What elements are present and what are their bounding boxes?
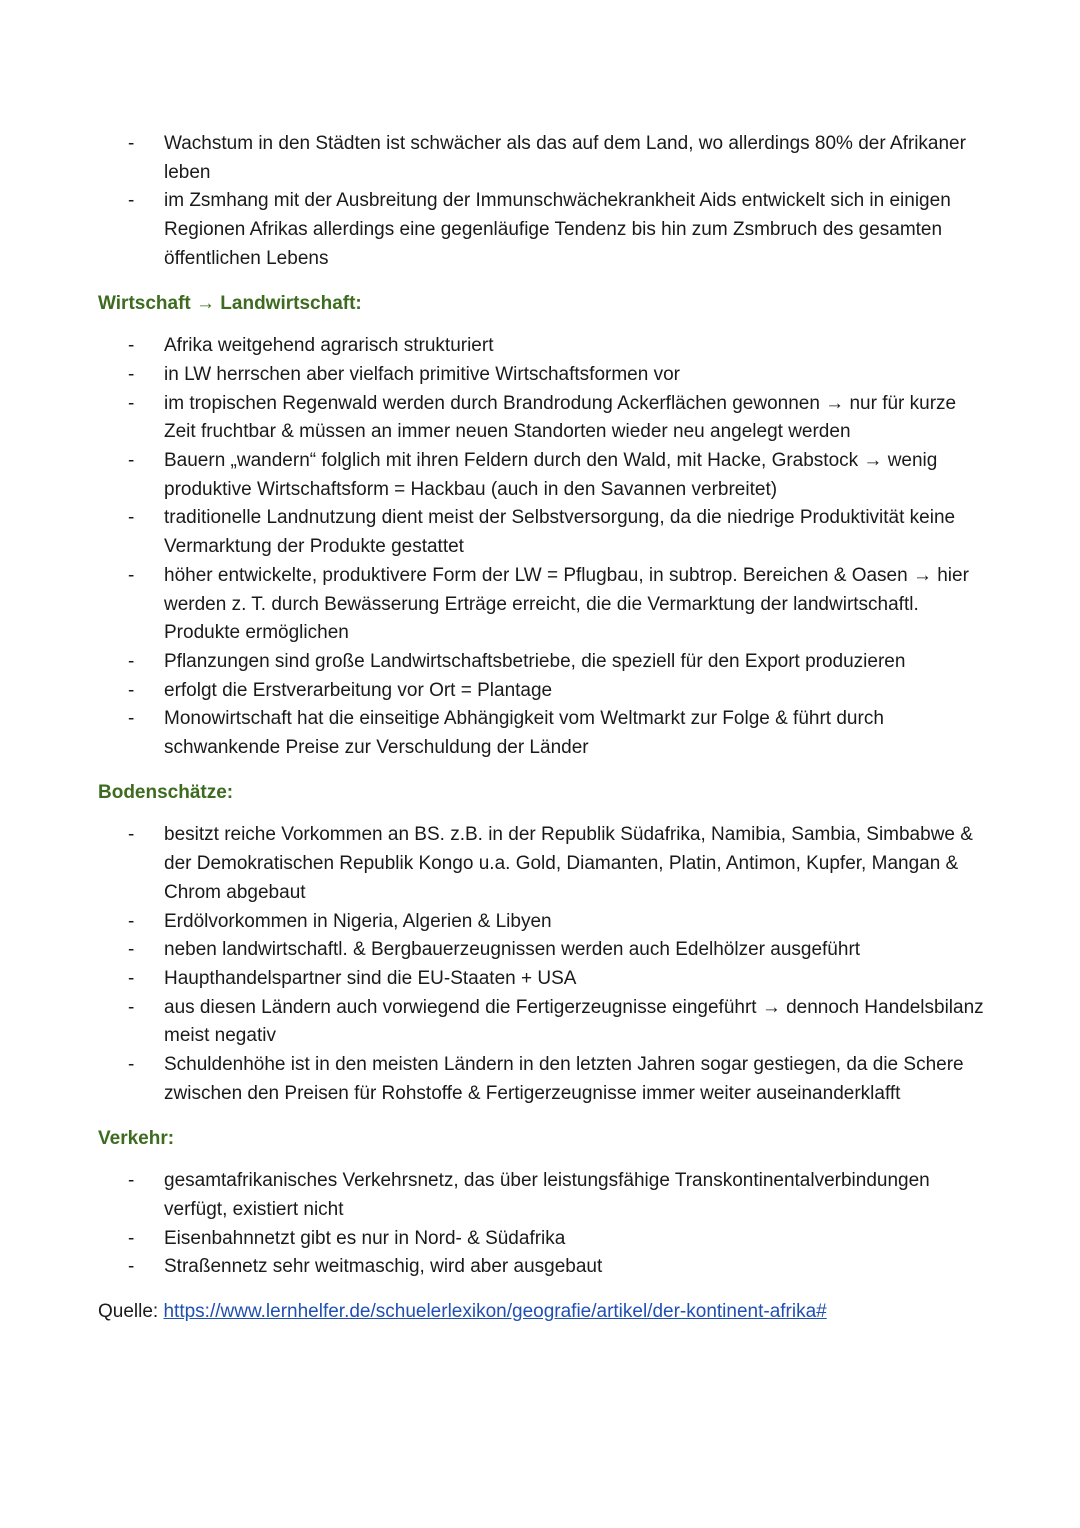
bullet-list <box>98 332 984 763</box>
source-link[interactable]: https://www.lernhelfer.de/schuelerlexikon/geografie/artikel/der-kontinent-afrika# <box>163 1301 827 1323</box>
list-item-text: Erdölvorkommen in Nigeria, Algerien & Libyen <box>164 910 552 932</box>
dash-marker: - <box>128 650 135 672</box>
list-item-text: höher entwickelte, produktivere Form der LW = Pflugbau, in subtrop. Bereichen & Oasen → hier werden z. T. durch Bewässerung Erträge erreicht, die die Vermarktung der landwirtschaftl. Produkte ermöglichen <box>164 564 969 644</box>
section-traffic <box>98 1125 984 1283</box>
section-heading: Wirtschaft → Landwirtschaft: <box>98 292 362 314</box>
dash-marker: - <box>128 967 135 989</box>
list-item-text: besitzt reiche Vorkommen an BS. z.B. in der Republik Südafrika, Namibia, Sambia, Simbabwe & der Demokratischen Republik Kongo u.a. Gold, Diamanten, Platin, Antimon, Kupfer, Mangan & Chrom abgebaut <box>164 824 973 903</box>
list-item <box>98 1051 984 1108</box>
section-economy <box>98 290 984 763</box>
list-item-text: Haupthandelspartner sind die EU-Staaten + USA <box>164 967 577 989</box>
bullet-list <box>98 821 984 1108</box>
list-item-text: Schuldenhöhe ist in den meisten Ländern in den letzten Jahren sogar gestiegen, da die Schere zwischen den Preisen für Rohstoffe & Fertigerzeugnisse immer weiter auseinanderklafft <box>164 1054 964 1104</box>
list-item <box>98 332 984 361</box>
dash-marker: - <box>128 1170 135 1192</box>
dash-marker: - <box>128 507 135 529</box>
list-item <box>98 936 984 965</box>
dash-marker: - <box>128 335 135 357</box>
list-item <box>98 447 984 504</box>
list-item <box>98 1253 984 1282</box>
list-item <box>98 677 984 706</box>
dash-marker: - <box>128 824 135 846</box>
dash-marker: - <box>128 564 135 586</box>
source-line <box>98 1298 984 1327</box>
dash-marker: - <box>128 1227 135 1249</box>
list-item-text: Wachstum in den Städten ist schwächer als das auf dem Land, wo allerdings 80% der Afrikaner leben <box>164 133 966 183</box>
dash-marker: - <box>128 1054 135 1076</box>
section-heading: Verkehr: <box>98 1127 175 1149</box>
list-item <box>98 361 984 390</box>
list-item-text: im tropischen Regenwald werden durch Brandrodung Ackerflächen gewonnen → nur für kurze Zeit fruchtbar & müssen an immer neuen Standorten wieder neu angelegt werden <box>164 392 957 443</box>
list-item <box>98 994 984 1051</box>
section-resources <box>98 779 984 1109</box>
list-item-text: neben landwirtschaftl. & Bergbauerzeugnissen werden auch Edelhölzer ausgeführt <box>164 939 861 961</box>
list-item-text: gesamtafrikanisches Verkehrsnetz, das über leistungsfähige Transkontinentalverbindungen verfügt, existiert nicht <box>164 1170 930 1220</box>
dash-marker: - <box>128 392 135 414</box>
list-item <box>98 390 984 447</box>
list-item <box>98 562 984 648</box>
list-item <box>98 705 984 762</box>
list-item-text: Straßennetz sehr weitmaschig, wird aber ausgebaut <box>164 1256 603 1278</box>
list-item <box>98 821 984 907</box>
list-item <box>98 504 984 561</box>
list-item <box>98 1225 984 1254</box>
list-item-text: Eisenbahnnetzt gibt es nur in Nord- & Südafrika <box>164 1227 566 1249</box>
list-item <box>98 965 984 994</box>
list-item <box>98 1167 984 1224</box>
section-population <box>98 130 984 274</box>
dash-marker: - <box>128 708 135 730</box>
list-item-text: Monowirtschaft hat die einseitige Abhängigkeit vom Weltmarkt zur Folge & führt durch schwankende Preise zur Verschuldung der Länder <box>164 708 884 759</box>
dash-marker: - <box>128 679 135 701</box>
dash-marker: - <box>128 939 135 961</box>
dash-marker: - <box>128 133 135 154</box>
dash-marker: - <box>128 363 135 385</box>
list-item <box>98 648 984 677</box>
source-label: Quelle: <box>98 1301 159 1323</box>
bullet-list <box>98 1167 984 1282</box>
dash-marker: - <box>128 190 135 212</box>
list-item-text: traditionelle Landnutzung dient meist der Selbstversorgung, da die niedrige Produktivität keine Vermarktung der Produkte gestattet <box>164 507 956 558</box>
section-heading: Bodenschätze: <box>98 781 234 803</box>
list-item-text: in LW herrschen aber vielfach primitive Wirtschaftsformen vor <box>164 363 680 385</box>
dash-marker: - <box>128 996 135 1018</box>
list-item-text: im Zsmhang mit der Ausbreitung der Immunschwächekrankheit Aids entwickelt sich in einigen Regionen Afrikas allerdings eine gegenläufige Tendenz bis hin zum Zsmbruch des gesamten öffentlichen Lebens <box>164 190 951 269</box>
list-item-text: erfolgt die Erstverarbeitung vor Ort = Plantage <box>164 679 553 701</box>
list-item-text: aus diesen Ländern auch vorwiegend die Fertigerzeugnisse eingeführt → dennoch Handelsbilanz meist negativ <box>164 996 984 1047</box>
dash-marker: - <box>128 1256 135 1278</box>
dash-marker: - <box>128 910 135 932</box>
list-item-text: Afrika weitgehend agrarisch strukturiert <box>164 335 494 357</box>
bullet-list <box>98 130 984 274</box>
dash-marker: - <box>128 450 135 472</box>
list-item <box>98 187 984 273</box>
list-item <box>98 908 984 937</box>
list-item-text: Pflanzungen sind große Landwirtschaftsbetriebe, die speziell für den Export produzieren <box>164 650 906 672</box>
list-item-text: Bauern „wandern“ folglich mit ihren Feldern durch den Wald, mit Hacke, Grabstock → wenig produktive Wirtschaftsform = Hackbau (auch in den Savannen verbreitet) <box>164 450 938 500</box>
list-item <box>98 130 984 187</box>
